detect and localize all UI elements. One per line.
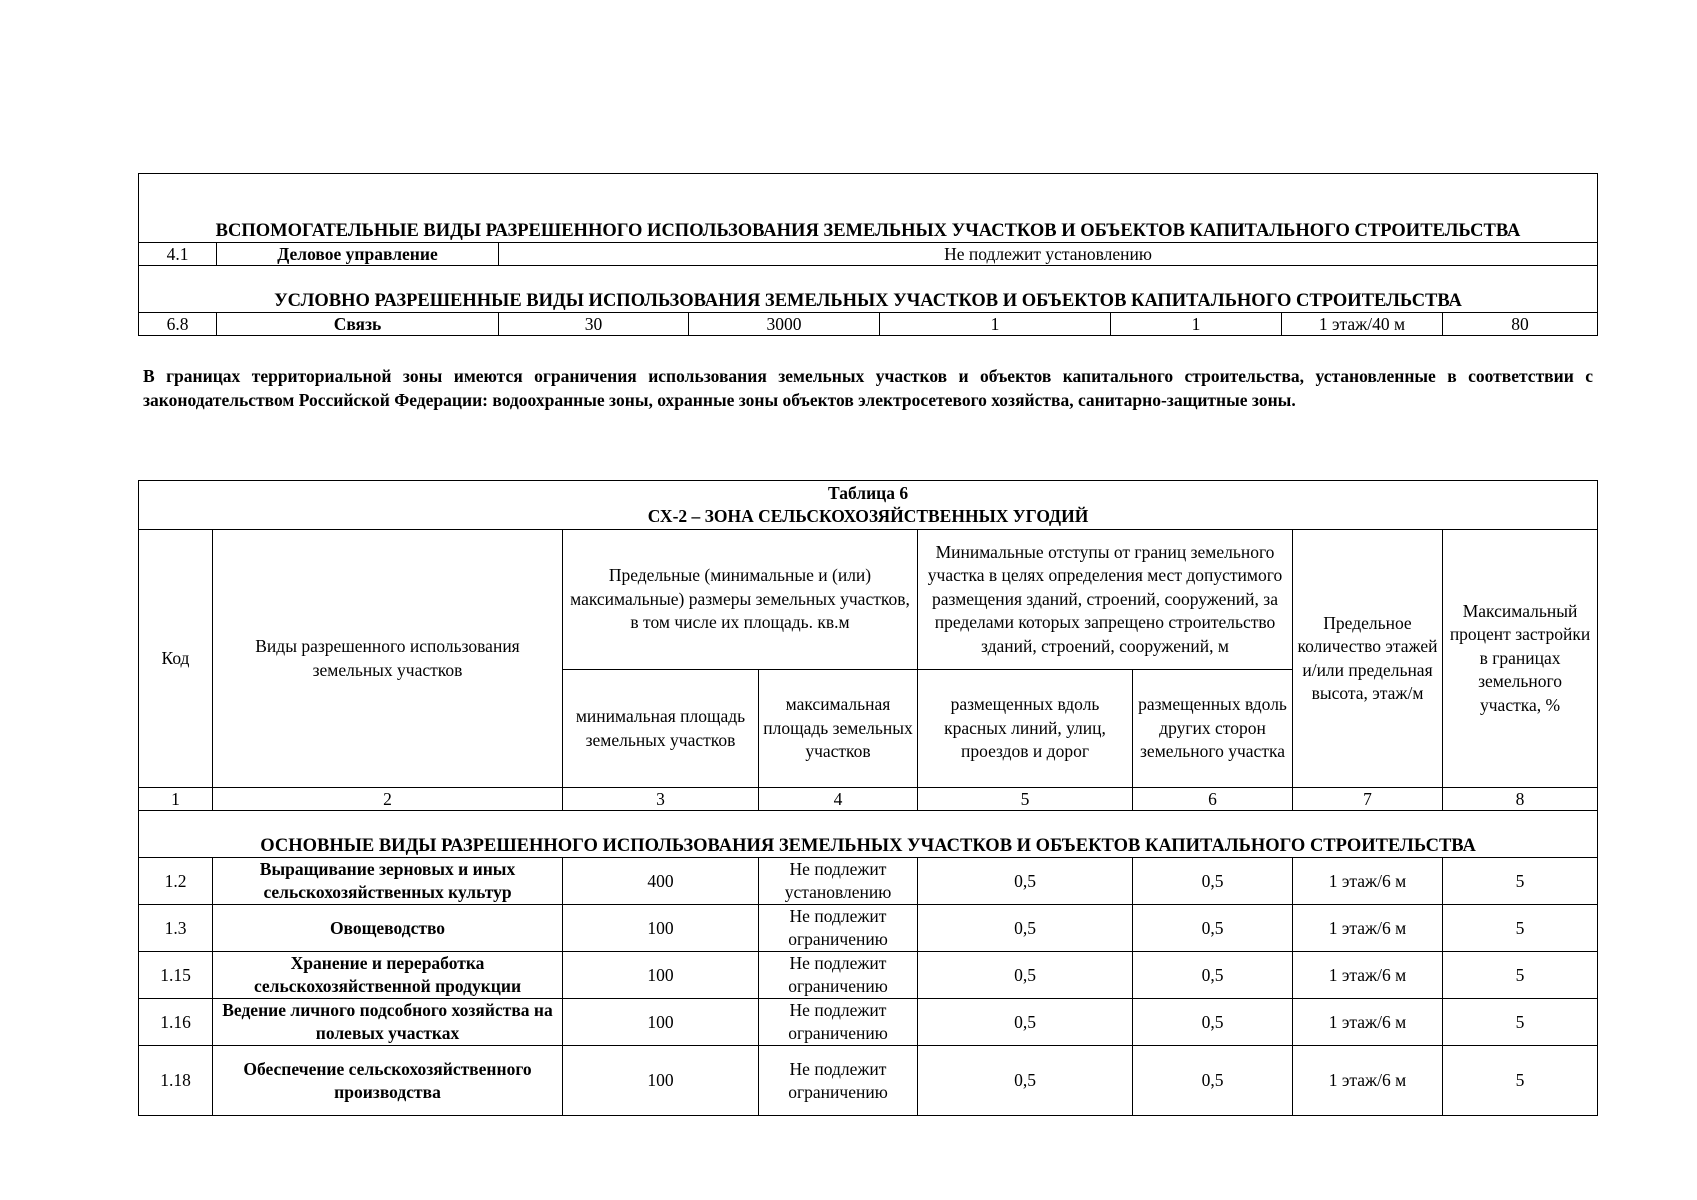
row-floors: 1 этаж/6 м bbox=[1293, 1046, 1443, 1116]
header-percent: Максимальный процент застройки в границах земельного участка, % bbox=[1443, 530, 1598, 788]
col-number: 8 bbox=[1443, 788, 1598, 811]
col-number: 1 bbox=[139, 788, 213, 811]
row-max-area: Не подлежит ограничению bbox=[759, 905, 918, 952]
row-floors: 1 этаж/6 м bbox=[1293, 858, 1443, 905]
row-min-area: 400 bbox=[563, 858, 759, 905]
row-red-lines: 0,5 bbox=[918, 905, 1133, 952]
row-code: 1.3 bbox=[139, 905, 213, 952]
col-number: 2 bbox=[213, 788, 563, 811]
row-code: 1.2 bbox=[139, 858, 213, 905]
row-min-area: 100 bbox=[563, 952, 759, 999]
col-number: 7 bbox=[1293, 788, 1443, 811]
table-row bbox=[139, 999, 1598, 1046]
row-other-sides: 0,5 bbox=[1133, 1046, 1293, 1116]
row-other-sides: 0,5 bbox=[1133, 858, 1293, 905]
aux-row-name: Деловое управление bbox=[217, 243, 499, 266]
table-caption bbox=[139, 481, 1598, 530]
row-red-lines: 0,5 bbox=[918, 952, 1133, 999]
aux-conditional-table bbox=[138, 173, 1598, 336]
header-max-area: максимальная площадь земельных участков bbox=[759, 670, 918, 788]
row-percent: 5 bbox=[1443, 858, 1598, 905]
row-percent: 5 bbox=[1443, 905, 1598, 952]
row-percent: 5 bbox=[1443, 1046, 1598, 1116]
row-other-sides: 0,5 bbox=[1133, 999, 1293, 1046]
header-other-sides: размещенных вдоль других сторон земельного участка bbox=[1133, 670, 1293, 788]
row-name: Овощеводство bbox=[213, 905, 563, 952]
cond-row-name: Связь bbox=[217, 313, 499, 336]
row-code: 1.18 bbox=[139, 1046, 213, 1116]
row-red-lines: 0,5 bbox=[918, 858, 1133, 905]
row-name: Хранение и переработка сельскохозяйственной продукции bbox=[213, 952, 563, 999]
row-max-area: Не подлежит ограничению bbox=[759, 999, 918, 1046]
header-setbacks: Минимальные отступы от границ земельного участка в целях определения мест допустимого размещения зданий, строений, сооружений, за пределами которых запрещено строительство зданий, строений, сооружений, м bbox=[918, 530, 1293, 670]
row-name: Обеспечение сельскохозяйственного производства bbox=[213, 1046, 563, 1116]
row-code: 1.15 bbox=[139, 952, 213, 999]
table-number: Таблица 6 bbox=[827, 483, 909, 503]
row-min-area: 100 bbox=[563, 905, 759, 952]
cond-row-c8: 80 bbox=[1443, 313, 1598, 336]
cond-row-c4: 3000 bbox=[689, 313, 880, 336]
cond-row-c5: 1 bbox=[880, 313, 1111, 336]
row-percent: 5 bbox=[1443, 999, 1598, 1046]
row-min-area: 100 bbox=[563, 999, 759, 1046]
row-red-lines: 0,5 bbox=[918, 1046, 1133, 1116]
row-floors: 1 этаж/6 м bbox=[1293, 952, 1443, 999]
conditional-section-title: УСЛОВНО РАЗРЕШЕННЫЕ ВИДЫ ИСПОЛЬЗОВАНИЯ ЗЕМЕЛЬНЫХ УЧАСТКОВ И ОБЪЕКТОВ КАПИТАЛЬНОГО СТРОИТЕЛЬСТВА bbox=[139, 266, 1598, 313]
table-row bbox=[139, 952, 1598, 999]
row-other-sides: 0,5 bbox=[1133, 905, 1293, 952]
header-floors: Предельное количество этажей и/или предельная высота, этаж/м bbox=[1293, 530, 1443, 788]
table-title: СХ-2 – ЗОНА СЕЛЬСКОХОЗЯЙСТВЕННЫХ УГОДИЙ bbox=[647, 506, 1089, 526]
table-6 bbox=[138, 480, 1598, 1116]
aux-row-value: Не подлежит установлению bbox=[499, 243, 1598, 266]
row-name: Выращивание зерновых и иных сельскохозяйственных культур bbox=[213, 858, 563, 905]
row-red-lines: 0,5 bbox=[918, 999, 1133, 1046]
header-min-area: минимальная площадь земельных участков bbox=[563, 670, 759, 788]
header-code: Код bbox=[139, 530, 213, 788]
row-name: Ведение личного подсобного хозяйства на полевых участках bbox=[213, 999, 563, 1046]
main-section-title: ОСНОВНЫЕ ВИДЫ РАЗРЕШЕННОГО ИСПОЛЬЗОВАНИЯ ЗЕМЕЛЬНЫХ УЧАСТКОВ И ОБЪЕКТОВ КАПИТАЛЬНОГО СТРОИТЕЛЬСТВА bbox=[139, 811, 1598, 858]
row-code: 1.16 bbox=[139, 999, 213, 1046]
col-number: 6 bbox=[1133, 788, 1293, 811]
col-number: 3 bbox=[563, 788, 759, 811]
cond-row-code: 6.8 bbox=[139, 313, 217, 336]
row-max-area: Не подлежит ограничению bbox=[759, 1046, 918, 1116]
row-other-sides: 0,5 bbox=[1133, 952, 1293, 999]
row-floors: 1 этаж/6 м bbox=[1293, 999, 1443, 1046]
cond-row-c3: 30 bbox=[499, 313, 689, 336]
table-row bbox=[139, 1046, 1598, 1116]
col-number: 4 bbox=[759, 788, 918, 811]
row-max-area: Не подлежит ограничению bbox=[759, 952, 918, 999]
table-row bbox=[139, 905, 1598, 952]
row-max-area: Не подлежит установлению bbox=[759, 858, 918, 905]
restrictions-note: В границах территориальной зоны имеются ограничения использования земельных участков и объектов капитального строительства, установленные в соответствии с законодательством Российской Федерации: водоохранные зоны, охранные зоны объектов электросетевого хозяйства, санитарно-защитные зоны. bbox=[143, 366, 1593, 410]
header-red-lines: размещенных вдоль красных линий, улиц, проездов и дорог bbox=[918, 670, 1133, 788]
cond-row-c7: 1 этаж/40 м bbox=[1282, 313, 1443, 336]
row-floors: 1 этаж/6 м bbox=[1293, 905, 1443, 952]
row-percent: 5 bbox=[1443, 952, 1598, 999]
table-row bbox=[139, 858, 1598, 905]
aux-row-code: 4.1 bbox=[139, 243, 217, 266]
row-min-area: 100 bbox=[563, 1046, 759, 1116]
cond-row-c6: 1 bbox=[1111, 313, 1282, 336]
col-number: 5 bbox=[918, 788, 1133, 811]
aux-section-title: ВСПОМОГАТЕЛЬНЫЕ ВИДЫ РАЗРЕШЕННОГО ИСПОЛЬЗОВАНИЯ ЗЕМЕЛЬНЫХ УЧАСТКОВ И ОБЪЕКТОВ КАПИТАЛЬНОГО СТРОИТЕЛЬСТВА bbox=[139, 174, 1598, 243]
header-types: Виды разрешенного использования земельных участков bbox=[213, 530, 563, 788]
header-sizes: Предельные (минимальные и (или) максимальные) размеры земельных участков, в том числе их площадь. кв.м bbox=[563, 530, 918, 670]
